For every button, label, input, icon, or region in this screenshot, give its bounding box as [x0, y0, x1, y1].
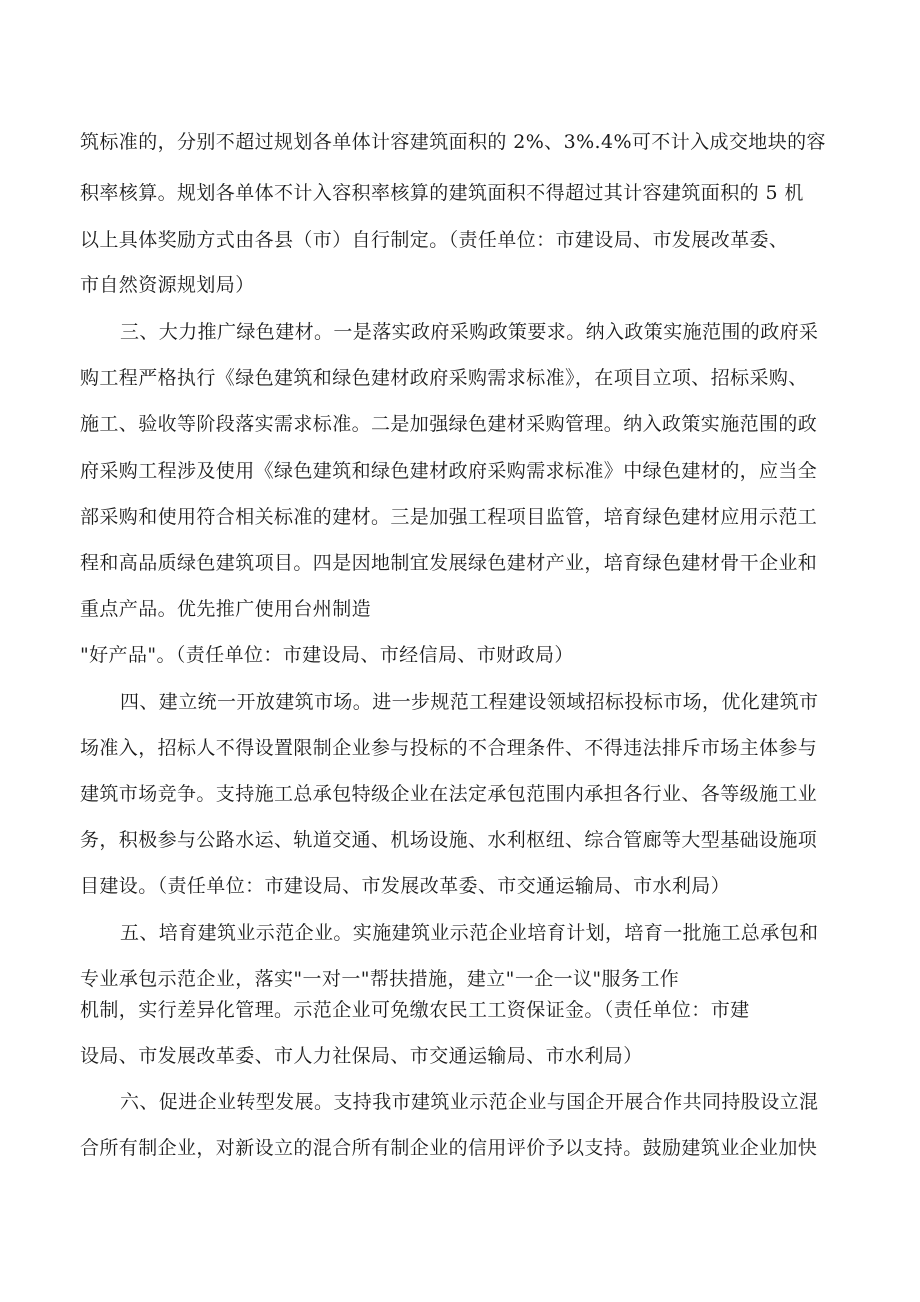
text-line: 以上具体奖励方式由各县（市）自行制定。（责任单位：市建设局、市发展改革委、: [80, 229, 789, 251]
text-line: 部采购和使用符合相关标准的建材。三是加强工程项目监管，培育绿色建材应用示范工: [80, 506, 818, 528]
text-line: 重点产品。优先推广使用台州制造: [80, 598, 372, 620]
text-line: "好产品"。（责任单位：市建设局、市经信局、市财政局）: [80, 644, 574, 666]
text-line: 积率核算。规划各单体不计入容积率核算的建筑面积不得超过其计容建筑面积的 5 机: [80, 182, 804, 204]
text-line: 建筑市场竞争。支持施工总承包特级企业在法定承包范围内承担各行业、各等级施工业: [80, 783, 818, 805]
text-line: 合所有制企业，对新设立的混合所有制企业的信用评价予以支持。鼓励建筑业企业加快: [80, 1137, 818, 1159]
text-line: 施工、验收等阶段落实需求标准。二是加强绿色建材采购管理。纳入政策实施范围的政: [80, 413, 818, 435]
text-line: 专业承包示范企业，落实"一对一"帮扶措施，建立"一企一议"服务工作: [80, 968, 680, 990]
text-line: 市自然资源规划局）: [80, 274, 255, 296]
text-line: 程和高品质绿色建筑项目。四是因地制宜发展绿色建材产业，培育绿色建材骨干企业和: [80, 552, 818, 574]
text-line: 场准入，招标人不得设置限制企业参与投标的不合理条件、不得违法排斥市场主体参与: [80, 737, 818, 759]
text-line: 目建设。（责任单位：市建设局、市发展改革委、市交通运输局、市水利局）: [80, 875, 731, 897]
section-heading-line: 五、培育建筑业示范企业。实施建筑业示范企业培育计划，培育一批施工总承包和: [120, 922, 819, 944]
text-line: 购工程严格执行《绿色建筑和绿色建材政府采购需求标准》，在项目立项、招标采购、: [80, 367, 808, 389]
text-line: 筑标准的，分别不超过规划各单体计容建筑面积的 2%、3%.4%可不计入成交地块的容: [80, 131, 826, 153]
text-line: 设局、市发展改革委、市人力社保局、市交通运输局、市水利局）: [80, 1045, 643, 1067]
text-line: 府采购工程涉及使用《绿色建筑和绿色建材政府采购需求标准》中绿色建材的，应当全: [80, 460, 818, 482]
section-heading-line: 四、建立统一开放建筑市场。进一步规范工程建设领域招标投标市场，优化建筑市: [120, 691, 819, 713]
text-line: 务，积极参与公路水运、轨道交通、机场设施、水利枢纽、综合管廊等大型基础设施项: [80, 829, 818, 851]
section-heading-line: 六、促进企业转型发展。支持我市建筑业示范企业与国企开展合作共同持股设立混: [120, 1091, 819, 1113]
section-heading-line: 三、大力推广绿色建材。一是落实政府采购政策要求。纳入政策实施范围的政府采: [120, 321, 819, 343]
text-line: 机制，实行差异化管理。示范企业可免缴农民工工资保证金。（责任单位：市建: [80, 999, 750, 1021]
